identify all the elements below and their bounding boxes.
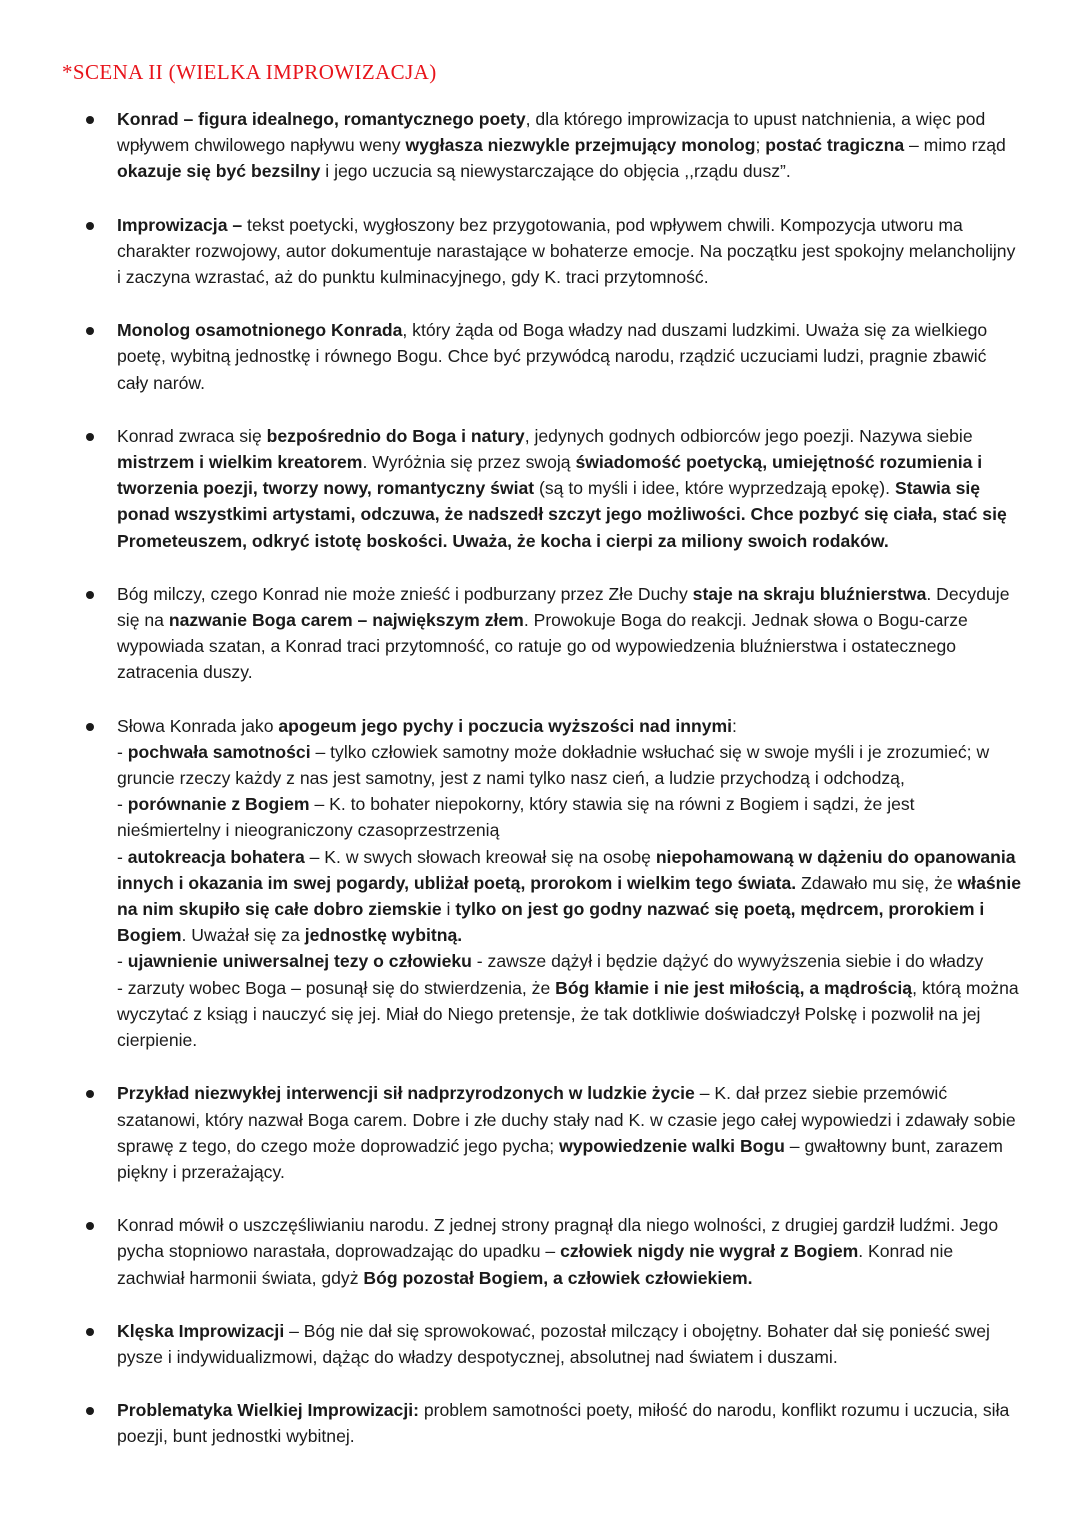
list-item [0,317,1080,396]
text: . Prowokuje Boga do reakcji. Jednak słowa o Bogu-carze wypowiada szatan, a Konrad traci przytomność, co ratuje go od wypowiedzenia bluźnierstwa i ostatecznego zatracenia duszy. [117,610,968,683]
text-line [117,212,1022,291]
text: . Konrad nie zachwiał harmonii świata, gdyż [117,1241,954,1288]
bold-text: wygłasza niezwykle przejmujący monolog [405,135,756,156]
bullet-icon [86,723,94,731]
text: – K. to bohater niepokorny, który stawia się na równi z Bogiem i sądzi, że jest nieśmiertelny i nieograniczony czasoprzestrzenią [117,794,915,841]
bullet-icon [86,433,94,441]
bold-text: Przykład niezwykłej interwencji sił nadprzyrodzonych w ludzkie życie [117,1083,695,1104]
list-item [0,212,1080,291]
list-item [0,1318,1080,1370]
text-line [117,1318,1022,1370]
text: Konrad mówił o uszczęśliwianiu narodu. Z jednej strony pragnął dla niego wolności, z drugiej gardził ludźmi. Jego pycha stopniowo narastała, doprowadzając do upadku – [117,1215,999,1262]
text-line [117,1212,1022,1291]
bold-text: Problematyka Wielkiej Improwizacji: [117,1400,419,1421]
bold-text: pochwała samotności [127,741,311,762]
bold-text: Klęska Improwizacji [117,1320,285,1341]
text-line [117,1080,1022,1185]
bold-text: okazuje się być bezsilny [117,161,321,182]
text: – mimo rząd [904,135,1006,156]
text: – gwałtowny bunt, zarazem piękny i przerażający. [117,1135,1003,1182]
text: . Wyróżnia się przez swoją [362,452,576,473]
bold-text: Konrad – figura idealnego, romantycznego poety [117,109,526,129]
bold-text: staje na skraju bluźnierstwa [692,583,927,604]
text: - [117,951,128,972]
text: tekst poetycki, wygłoszony bez przygotowania, pod wpływem chwili. Kompozycja utworu ma charakter rozwojowy, autor dokumentuje narastające w bohaterze emocje. Na początku jest spokojny melancholijny i zaczyna wzrastać, aż do punktu kulminacyjnego, gdy K. traci przytomność. [117,214,1016,288]
text: , dla którego improwizacja to upust natchnienia, a więc pod wpływem chwilowego napływu weny [117,109,986,156]
text: - [117,794,128,815]
list-item [0,1397,1080,1449]
bold-text: świadomość poetycką, umiejętność rozumienia i tworzenia poezji, tworzy nowy, romantyczny świat [117,452,983,499]
text: . Decyduje się na [117,583,1010,631]
text: problem samotności poety, miłość do narodu, konflikt rozumu i uczucia, siła poezji, bunt jednostki wybitnej. [117,1400,1010,1447]
bullet-icon [86,591,94,599]
bold-text: bezpośrednio do Boga i natury [266,425,525,446]
bold-text: postać tragiczna [765,135,905,156]
text: i jego uczucia są niewystarczające do objęcia ,,rządu dusz”. [320,161,791,182]
text-line [117,844,1022,949]
text-line [117,106,1022,185]
bullet-icon [86,116,94,124]
text: Konrad zwraca się [117,425,267,446]
text: Zdawało mu się, że [796,872,958,893]
text: – tylko człowiek samotny może dokładnie wsłuchać się w swoje myśli i je zrozumieć; w gruncie rzeczy każdy z nas jest samotny, jest z nami tylko nasz cień, a ludzie przychodzą i odchodzą, [117,741,990,789]
text-line [117,975,1022,1054]
bold-text: właśnie na nim skupiło się całe dobro ziemskie [117,872,1022,920]
bold-text: Bóg pozostał Bogiem, a człowiek człowiekiem. [363,1267,753,1288]
bullet-list [0,106,1080,1477]
bullet-icon [86,1090,94,1098]
text: – Bóg nie dał się sprowokować, pozostał milczący i obojętny. Bohater dał się ponieść swej pysze i indywidualizmowi, dążąc do władzy despotycznej, absolutnej nad światem i duszami. [117,1320,990,1367]
bold-text: Bóg kłamie i nie jest miłością, a mądrością [555,977,913,998]
page-title: *SCENA II (WIELKA IMPROWIZACJA) [62,60,437,84]
list-item [0,581,1080,686]
bold-text: wypowiedzenie walki Bogu [559,1135,785,1156]
bold-text: porównanie z Bogiem [127,794,310,815]
bold-text: jednostkę wybitną. [304,925,463,946]
list-item [0,1212,1080,1291]
text: (są to myśli i idee, które wyprzedzają epokę). [534,478,895,499]
bullet-icon [86,327,94,335]
text: Bóg milczy, czego Konrad nie może znieść i podburzany przez Złe Duchy [117,583,693,604]
bullet-icon [86,222,94,230]
bold-text: człowiek nigdy nie wygrał z Bogiem [560,1241,859,1262]
text: - zarzuty wobec Boga – posunął się do stwierdzenia, że [117,977,556,998]
text-line [117,423,1022,554]
bold-text: ujawnienie uniwersalnej tezy o człowieku [127,951,472,972]
text: : [732,715,737,736]
bold-text: nazwanie Boga carem – największym złem [168,610,524,631]
bold-text: autokreacja bohatera [127,846,305,867]
list-item [0,106,1080,185]
text-line [117,713,1022,739]
bold-text: niepohamowaną w dążeniu do opanowania innych i okazania im swej pogardy, ubliżał poetą, prorokom i wielkim tego świata. [117,846,1016,893]
text: . Uważał się za [181,925,305,946]
text: ; [755,135,766,156]
list-item [0,713,1080,1054]
bold-text: apogeum jego pychy i poczucia wyższości nad innymi [278,715,733,736]
bold-text: Stawia się ponad wszystkimi artystami, odczuwa, że nadszedł szczyt jego możliwości. Chce pozbyć się ciała, stać się Prometeuszem, odkryć istotę boskości. Uważa, że kocha i cierpi za miliony swoich rodaków. [117,478,1007,551]
bullet-icon [86,1407,94,1415]
text: - [117,846,128,867]
list-item [0,423,1080,554]
text: i [441,899,456,920]
text-line [117,317,1022,396]
bold-text: Improwizacja – [117,214,243,235]
bold-text: mistrzem i wielkim kreatorem [117,452,363,473]
text-line [117,1397,1022,1449]
bold-text: tylko on jest go godny nazwać się poetą, mędrcem, prorokiem i Bogiem [117,899,985,946]
bold-text: Monolog osamotnionego Konrada [117,320,403,341]
text-line [117,791,1022,843]
text: , który żąda od Boga władzy nad duszami ludzkimi. Uważa się za wielkiego poetę, wybitną jednostkę i równego Bogu. Chce być przywódcą narodu, rządzić uczuciami ludzi, pragnie zbawić cały narów. [117,320,988,393]
text-line [117,948,1022,974]
bullet-icon [86,1222,94,1230]
text: - zawsze dążył i będzie dążyć do wywyższenia siebie i do władzy [471,951,984,972]
text: - [117,741,128,762]
text-line [117,581,1022,686]
text: – K. w swych słowach kreował się na osobę [304,846,656,867]
text-line [117,739,1022,791]
bullet-icon [86,1328,94,1336]
text: , którą można wyczytać z ksiąg i nauczyć się jej. Miał do Niego pretensje, że tak dotkliwie doświadczył Polskę i pozwolił na jej cierpienie. [117,977,1019,1051]
text: Słowa Konrada jako [117,715,279,736]
text: – K. dał przez siebie przemówić szatanowi, który nazwał Boga carem. Dobre i złe duchy stały nad K. w czasie jego całej wypowiedzi i zdawały sobie sprawę z tego, do czego może doprowadzić jego pycha; [117,1083,1016,1156]
text: , jedynych godnych odbiorców jego poezji. Nazywa siebie [524,425,973,446]
list-item [0,1080,1080,1185]
